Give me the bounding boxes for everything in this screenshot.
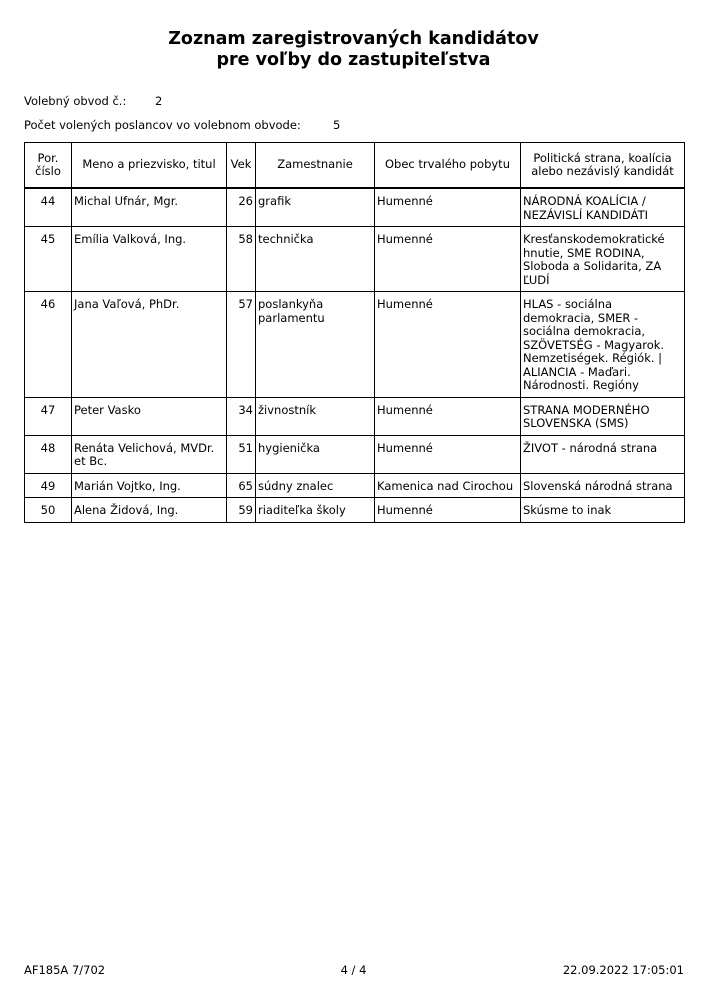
cell-occupation: hygienička bbox=[256, 435, 375, 473]
cell-age: 65 bbox=[227, 473, 256, 498]
cell-name: Peter Vasko bbox=[72, 397, 227, 435]
cell-number: 50 bbox=[25, 498, 72, 523]
cell-name: Alena Židová, Ing. bbox=[72, 498, 227, 523]
seats-value: 5 bbox=[333, 118, 341, 132]
header-occupation: Zamestnanie bbox=[256, 143, 375, 189]
cell-number: 44 bbox=[25, 188, 72, 227]
cell-residence: Humenné bbox=[375, 397, 521, 435]
table-header-row bbox=[25, 143, 685, 189]
cell-residence: Humenné bbox=[375, 498, 521, 523]
seats-label: Počet volených poslancov vo volebnom obvode: bbox=[24, 118, 301, 132]
cell-occupation: živnostník bbox=[256, 397, 375, 435]
header-residence: Obec trvalého pobytu bbox=[375, 143, 521, 189]
header-age: Vek bbox=[227, 143, 256, 189]
header-name: Meno a priezvisko, titul bbox=[72, 143, 227, 189]
table-row bbox=[25, 397, 685, 435]
cell-occupation: poslankyňa parlamentu bbox=[256, 292, 375, 398]
candidates-table bbox=[24, 142, 685, 523]
footer-form-code: AF185A 7/702 bbox=[24, 963, 106, 977]
cell-name: Michal Ufnár, Mgr. bbox=[72, 188, 227, 227]
cell-age: 58 bbox=[227, 227, 256, 292]
cell-residence: Humenné bbox=[375, 188, 521, 227]
district-value: 2 bbox=[155, 94, 163, 108]
cell-age: 59 bbox=[227, 498, 256, 523]
cell-residence: Humenné bbox=[375, 227, 521, 292]
cell-occupation: grafik bbox=[256, 188, 375, 227]
cell-number: 45 bbox=[25, 227, 72, 292]
district-info bbox=[24, 94, 163, 108]
footer-page-number: 4 / 4 bbox=[340, 963, 367, 977]
cell-number: 49 bbox=[25, 473, 72, 498]
cell-residence: Humenné bbox=[375, 292, 521, 398]
table-row bbox=[25, 473, 685, 498]
header-party: Politická strana, koalícia alebo nezávislý kandidát bbox=[521, 143, 685, 189]
cell-party: ŽIVOT - národná strana bbox=[521, 435, 685, 473]
title-line-1: Zoznam zaregistrovaných kandidátov bbox=[168, 29, 539, 49]
cell-age: 57 bbox=[227, 292, 256, 398]
table-row bbox=[25, 227, 685, 292]
cell-occupation: súdny znalec bbox=[256, 473, 375, 498]
cell-age: 26 bbox=[227, 188, 256, 227]
table-row bbox=[25, 435, 685, 473]
title-line-2: pre voľby do zastupiteľstva bbox=[216, 50, 491, 70]
cell-name: Emília Valková, Ing. bbox=[72, 227, 227, 292]
cell-number: 47 bbox=[25, 397, 72, 435]
cell-party: STRANA MODERNÉHO SLOVENSKA (SMS) bbox=[521, 397, 685, 435]
page-title bbox=[0, 29, 707, 71]
cell-party: HLAS - sociálna demokracia, SMER - sociálna demokracia, SZÖVETSÉG - Magyarok. Nemzetiségek. Régiók. | ALIANCIA - Maďari. Národnosti. Regióny bbox=[521, 292, 685, 398]
cell-number: 46 bbox=[25, 292, 72, 398]
cell-name: Renáta Velichová, MVDr. et Bc. bbox=[72, 435, 227, 473]
cell-party: Slovenská národná strana bbox=[521, 473, 685, 498]
district-label: Volebný obvod č.: bbox=[24, 94, 127, 108]
cell-party: NÁRODNÁ KOALÍCIA / NEZÁVISLÍ KANDIDÁTI bbox=[521, 188, 685, 227]
cell-occupation: riaditeľka školy bbox=[256, 498, 375, 523]
cell-age: 34 bbox=[227, 397, 256, 435]
header-number: Por. číslo bbox=[25, 143, 72, 189]
cell-name: Jana Vaľová, PhDr. bbox=[72, 292, 227, 398]
cell-residence: Humenné bbox=[375, 435, 521, 473]
footer-timestamp: 22.09.2022 17:05:01 bbox=[562, 963, 684, 977]
cell-residence: Kamenica nad Cirochou bbox=[375, 473, 521, 498]
cell-number: 48 bbox=[25, 435, 72, 473]
table-row bbox=[25, 188, 685, 227]
seats-info bbox=[24, 118, 341, 132]
cell-age: 51 bbox=[227, 435, 256, 473]
cell-party: Kresťanskodemokratické hnutie, SME RODINA, Sloboda a Solidarita, ZA ĽUDÍ bbox=[521, 227, 685, 292]
table-row bbox=[25, 292, 685, 398]
cell-occupation: technička bbox=[256, 227, 375, 292]
cell-party: Skúsme to inak bbox=[521, 498, 685, 523]
table-row bbox=[25, 498, 685, 523]
cell-name: Marián Vojtko, Ing. bbox=[72, 473, 227, 498]
